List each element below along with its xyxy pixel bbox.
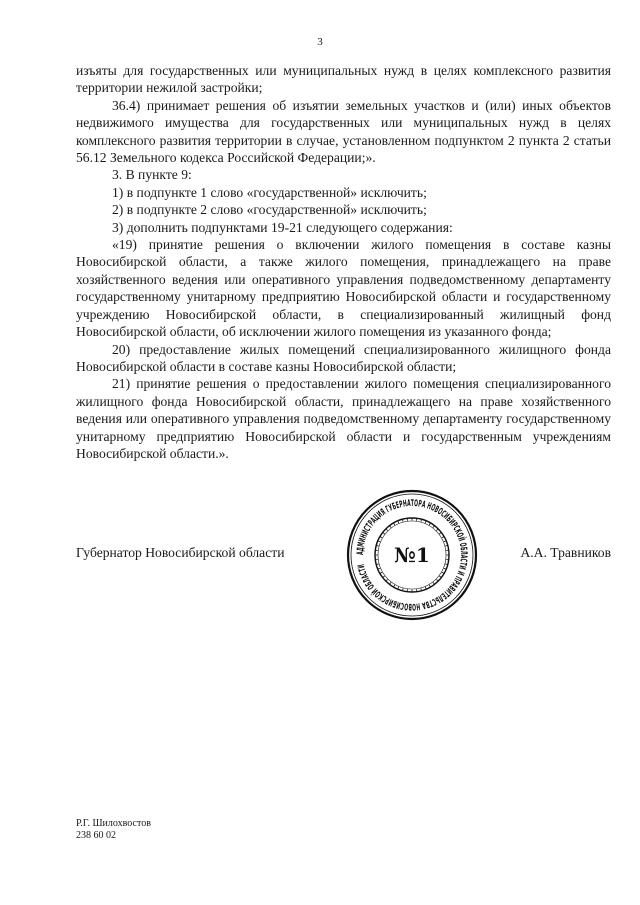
page-number: 3 xyxy=(317,36,323,48)
paragraph-item-3: 3. В пункте 9: xyxy=(112,167,192,183)
paragraph-20: 20) предоставление жилых помещений специализированного жилищного фонда Новосибирской области в составе казны Новосибирской области; xyxy=(76,341,611,374)
executor-phone: 238 60 02 xyxy=(76,830,116,841)
paragraph-subitem-2: 2) в подпункте 2 слово «государственной» исключить; xyxy=(112,202,427,218)
paragraph-subitem-1: 1) в подпункте 1 слово «государственной» исключить; xyxy=(112,184,427,200)
signatory-title: Губернатор Новосибирской области xyxy=(76,545,285,560)
executor-footer xyxy=(76,818,151,842)
paragraph-36-4: 36.4) принимает решения об изъятии земельных участков и (или) иных объектов недвижимого имущества для государственных или муниципальных нужд в целях комплексного развития территории в случае, установленном подпунктом 2 пункта 2 статьи 56.12 Земельного кодекса Российской Федерации;». xyxy=(76,97,611,166)
seal-center-text: №1 xyxy=(394,543,430,567)
paragraph-continuation: изъяты для государственных или муниципальных нужд в целях комплексного развития территории нежилой застройки; xyxy=(76,63,611,96)
official-seal xyxy=(344,488,480,622)
paragraph-21: 21) принятие решения о предоставлении жилого помещения специализированного жилищного фонда Новосибирской области, принадлежащего на праве хозяйственного ведения или оперативного управления подведомственному департаменту государственному унитарному предприятию Новосибирской области и государственным учреждениям Новосибирской области.». xyxy=(76,376,611,461)
paragraph-subitem-3: 3) дополнить подпунктами 19-21 следующего содержания: xyxy=(112,219,453,235)
seal-ring-text: АДМИНИСТРАЦИЯ ГУБЕРНАТОРА НОВОСИБИРСКОЙ ОБЛАСТИ И ПРАВИТЕЛЬСТВА НОВОСИБИРСКОЙ ОБЛАСТИ xyxy=(354,497,470,613)
executor-name: Р.Г. Шилохвостов xyxy=(76,818,151,829)
document-body xyxy=(76,62,611,462)
paragraph-19: «19) принятие решения о включении жилого помещения в составе казны Новосибирской области, а также жилого помещения, принадлежащего на праве хозяйственного ведения или оперативного управления подведомственному департаменту государственному унитарному предприятию Новосибирской области и государственному учреждению Новосибирской области, в специализированный жилищный фонд Новосибирской области, об исключении жилого помещения из указанного фонда; xyxy=(76,237,611,340)
seal-icon xyxy=(344,488,480,622)
signatory-name: А.А. Травников xyxy=(520,545,611,560)
